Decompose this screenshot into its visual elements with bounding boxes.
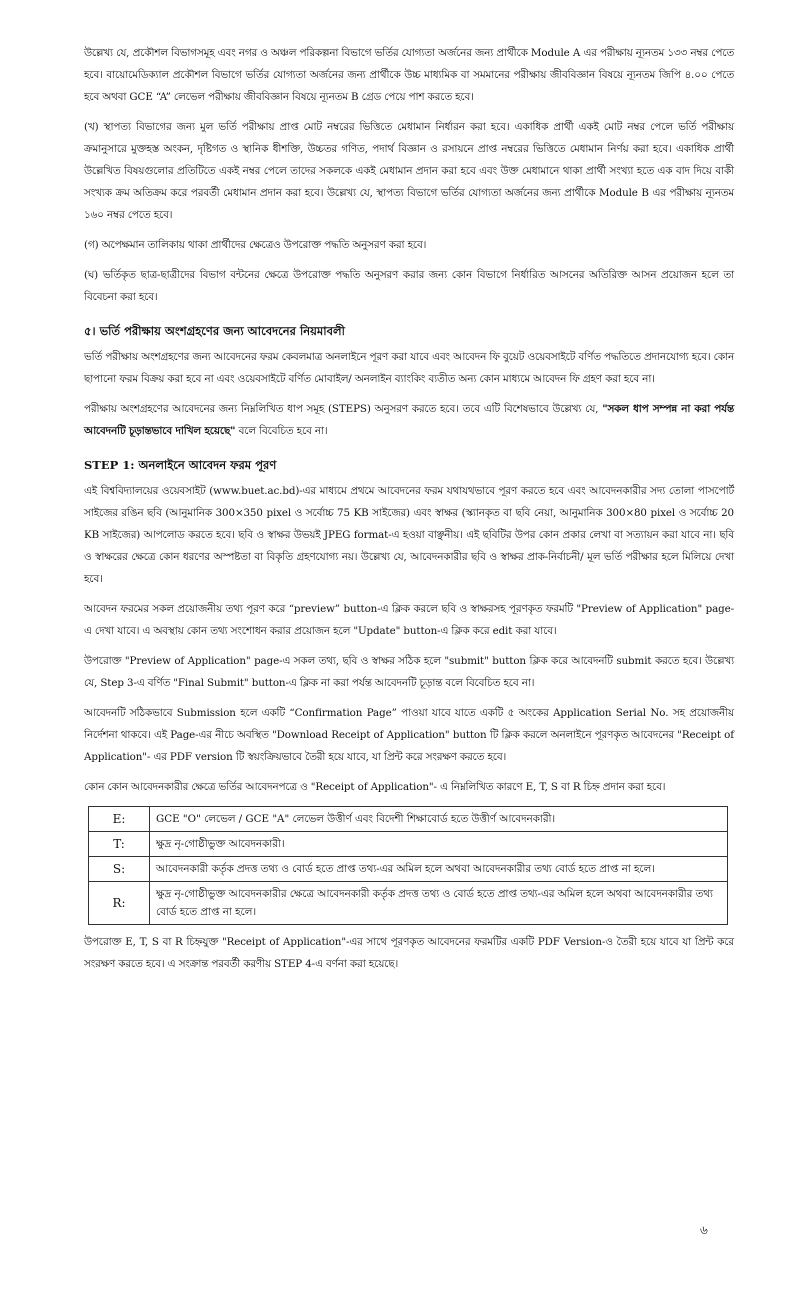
section-5-paragraph-1: ভর্তি পরীক্ষায় অংশগ্রহণের জন্য আবেদনের ফরম কেবলমাত্র অনলাইনে পূরণ করা যাবে এবং আবেদন ফি বুয়েট ওয়েবসাইটে বর্ণিত পদ্ধতিতে প্রদানযোগ্য হবে। কোন ছাপানো ফরম বিক্রয় করা হবে না এবং ওয়েবসাইটে বর্ণিত মোবাইল/ অনলাইন ব্যাংকিং ব্যতীত অন্য কোন মাধ্যমে আবেদন ফি গ্রহণ করা হবে না।	[84, 351, 734, 385]
code-cell: E:	[89, 807, 150, 832]
paragraph-gha-department-allocation: (ঘ) ভর্তিকৃত ছাত্র-ছাত্রীদের বিভাগ বন্টনের ক্ষেত্রে উপরোক্ত পদ্ধতি অনুসরণ করার জন্য কোন বিভাগে নির্ধারিত আসনের অতিরিক্ত আসন প্রয়োজন হলে তা বিবেচনা করা হবে।	[84, 269, 734, 303]
step-1-heading: STEP 1: অনলাইনে আবেদন ফরম পূরণ	[84, 458, 277, 472]
table-row	[89, 857, 728, 882]
step-1-paragraph-codes-intro: কোন কোন আবেদনকারীর ক্ষেত্রে ভর্তির আবেদনপত্রে ও "Receipt of Application"- এ নিম্নলিখিত কারণে E, T, S বা R চিহ্ন প্রদান করা হবে।	[84, 781, 666, 793]
document-page	[84, 42, 734, 983]
step-1-paragraph-photo-upload: এই বিশ্ববিদ্যালয়ের ওয়েবসাইট (www.buet.ac.bd)-এর মাধ্যমে প্রথমে আবেদনের ফরম যথাযথভাবে পূরণ করতে হবে এবং আবেদনকারীর সদ্য তোলা পাসপোর্ট সাইজের রঙিন ছবি (আনুমানিক 300×350 pixel ও সর্বোচ্চ 75 KB সাইজের) এবং স্বাক্ষর (স্ক্যানকৃত বা ছবি নেয়া, আনুমানিক 300×80 pixel ও সর্বোচ্চ 20 KB সাইজের) আপলোড করতে হবে। ছবি ও স্বাক্ষর উভয়ই JPEG format-এ হওয়া বাঞ্ছনীয়। এই ছবিটির উপর কোন প্রকার লেখা বা সত্যায়ন করা যাবে না। ছবি ও স্বাক্ষরের ক্ষেত্রে কোন ধরণের অস্পষ্টতা বা বিকৃতি গ্রহণযোগ্য নয়। উল্লেখ্য যে, আবেদনকারীর ছবি ও স্বাক্ষর প্রাক-নির্বাচনী/ মূল ভর্তি পরীক্ষার হলে মিলিয়ে দেখা হবে।	[84, 485, 734, 585]
code-cell: R:	[89, 882, 150, 925]
page-number: ৬	[700, 1223, 708, 1237]
table-row	[89, 882, 728, 925]
description-cell: GCE "O" লেভেল / GCE "A" লেভেল উত্তীর্ণ এবং বিদেশী শিক্ষাবোর্ড হতে উত্তীর্ণ আবেদনকারী।	[150, 807, 728, 832]
step-1-paragraph-submit: উপরোক্ত "Preview of Application" page-এ সকল তথ্য, ছবি ও স্বাক্ষর সঠিক হলে "submit" button ক্লিক করে আবেদনটি submit করতে হবে। উল্লেখ্য যে, Step 3-এ বর্ণিত "Final Submit" button-এ ক্লিক না করা পর্যন্ত আবেদনটি চূড়ান্ত বলে বিবেচিত হবে না।	[84, 655, 734, 689]
description-cell: আবেদনকারী কর্তৃক প্রদত্ত তথ্য ও বোর্ড হতে প্রাপ্ত তথ্য-এর অমিল হলে অথবা আবেদনকারীর তথ্য বোর্ড হতে প্রাপ্ত না হলে।	[150, 857, 728, 882]
codes-table	[88, 806, 728, 925]
table-row	[89, 832, 728, 857]
step-1-paragraph-confirmation: আবেদনটি সঠিকভাবে Submission হলে একটি “Confirmation Page” পাওয়া যাবে যাতে একটি ৫ অংকের Application Serial No. সহ প্রয়োজনীয় নির্দেশনা থাকবে। এই Page-এর নীচে অবস্থিত "Download Receipt of Application" button টি ক্লিক করলে অনলাইনে পূরণকৃত আবেদনের "Receipt of Application"- এর PDF version টি স্বয়ংক্রিয়ভাবে তৈরী হয়ে যাবে, যা প্রিন্ট করে সংরক্ষণ করতে হবে।	[84, 707, 734, 763]
table-row	[89, 807, 728, 832]
paragraph-module-a-requirement: উল্লেখ্য যে, প্রকৌশল বিভাগসমূহ এবং নগর ও অঞ্চল পরিকল্পনা বিভাগে ভর্তির যোগ্যতা অর্জনের জন্য প্রার্থীকে Module A এর পরীক্ষায় ন্যূনতম ১৩৩ নম্বর পেতে হবে। বায়োমেডিক্যাল প্রকৌশল বিভাগে ভর্তির যোগ্যতা অর্জনের জন্য প্রার্থীকে উচ্চ মাধ্যমিক বা সমমানের পরীক্ষায় জীববিজ্ঞান বিষয়ে ন্যূনতম জিপি ৪.০০ পেতে হবে অথবা GCE “A” লেভেল পরীক্ষায় জীববিজ্ঞান বিষয়ে ন্যূনতম B গ্রেড পেয়ে পাশ করতে হবে।	[84, 47, 734, 103]
section-5-paragraph-2	[84, 398, 734, 442]
steps-intro-end: বলে বিবেচিত হবে না।	[235, 425, 328, 437]
code-cell: S:	[89, 857, 150, 882]
step-1-paragraph-preview: আবেদন ফরমের সকল প্রয়োজনীয় তথ্য পূরণ করে “preview” button-এ ক্লিক করলে ছবি ও স্বাক্ষরসহ পূরণকৃত ফরমটি "Preview of Application" page-এ দেখা যাবে। এ অবস্থায় কোন তথ্য সংশোধন করার প্রয়োজন হলে "Update" button-এ ক্লিক করে edit করা যাবে।	[84, 603, 734, 637]
section-5-heading: ৫। ভর্তি পরীক্ষায় অংশগ্রহণের জন্য আবেদনের নিয়মাবলী	[84, 324, 345, 338]
paragraph-ga-waiting-list: (গ) অপেক্ষমান তালিকায় থাকা প্রার্থীদের ক্ষেত্রেও উপরোক্ত পদ্ধতি অনুসরণ করা হবে।	[84, 239, 427, 251]
closing-paragraph: উপরোক্ত E, T, S বা R চিহ্নযুক্ত "Receipt of Application"-এর সাথে পূরণকৃত আবেদনের ফরমটির একটি PDF Version-ও তৈরী হয়ে যাবে যা প্রিন্ট করে সংরক্ষণ করতে হবে। এ সংক্রান্ত পরবর্তী করণীয় STEP 4-এ বর্ণনা করা হয়েছে।	[84, 936, 734, 970]
steps-warning-bold: "সকল ধাপ সম্পন্ন না করা পর্যন্ত আবেদনটি চূড়ান্তভাবে দাখিল হয়েছে"	[84, 403, 734, 437]
description-cell: ক্ষুদ্র নৃ-গোষ্ঠীভুক্ত আবেদনকারীর ক্ষেত্রে আবেদনকারী কর্তৃক প্রদত্ত তথ্য ও বোর্ড হতে প্রাপ্ত তথ্য-এর অমিল হলে অথবা আবেদনকারীর তথ্য বোর্ড হতে প্রাপ্ত না হলে।	[150, 882, 728, 925]
paragraph-kha-architecture-merit: (খ) স্থাপত্য বিভাগের জন্য মুল ভর্তি পরীক্ষায় প্রাপ্ত মোট নম্বরের ভিত্তিতে মেধামান নির্ধারন করা হবে। একাধিক প্রার্থী একই মোট নম্বর পেলে ভর্তি পরীক্ষায় ক্রমানুসারে মুক্তহস্ত অংকন, দৃষ্টিগত ও স্থানিক ধীশক্তি, উচ্চতর গণিত, পদার্থ বিজ্ঞান ও রসায়নে প্রাপ্ত নম্বরের ভিত্তিতে মেধামান নির্ণয় করা হবে। একাধিক প্রার্থী উল্লেখিত বিষয়গুলোর প্রতিটিতে একই নম্বর পেলে তাদের সকলকে একই মেধামান প্রদান করা হবে এবং উক্ত মেধামানে থাকা প্রার্থী সংখ্যা হতে এক বাদ দিয়ে বাকী সংখ্যক ক্রম অতিক্রম করে পরবর্তী মেধামান প্রদান করা হবে। উল্লেখ্য যে, স্থাপত্য বিভাগে ভর্তির যোগ্যতা অর্জনের জন্য প্রার্থীকে Module B এর পরীক্ষায় ন্যূনতম ১৬০ নম্বর পেতে হবে।	[84, 121, 734, 221]
description-cell: ক্ষুদ্র নৃ-গোষ্ঠীভুক্ত আবেদনকারী।	[150, 832, 728, 857]
steps-intro-text: পরীক্ষায় অংশগ্রহণের আবেদনের জন্য নিম্নলিখিত ধাপ সমূহ (STEPS) অনুসরণ করতে হবে। তবে এটি বিশেষভাবে উল্লেখ্য যে,	[84, 403, 603, 415]
code-cell: T:	[89, 832, 150, 857]
